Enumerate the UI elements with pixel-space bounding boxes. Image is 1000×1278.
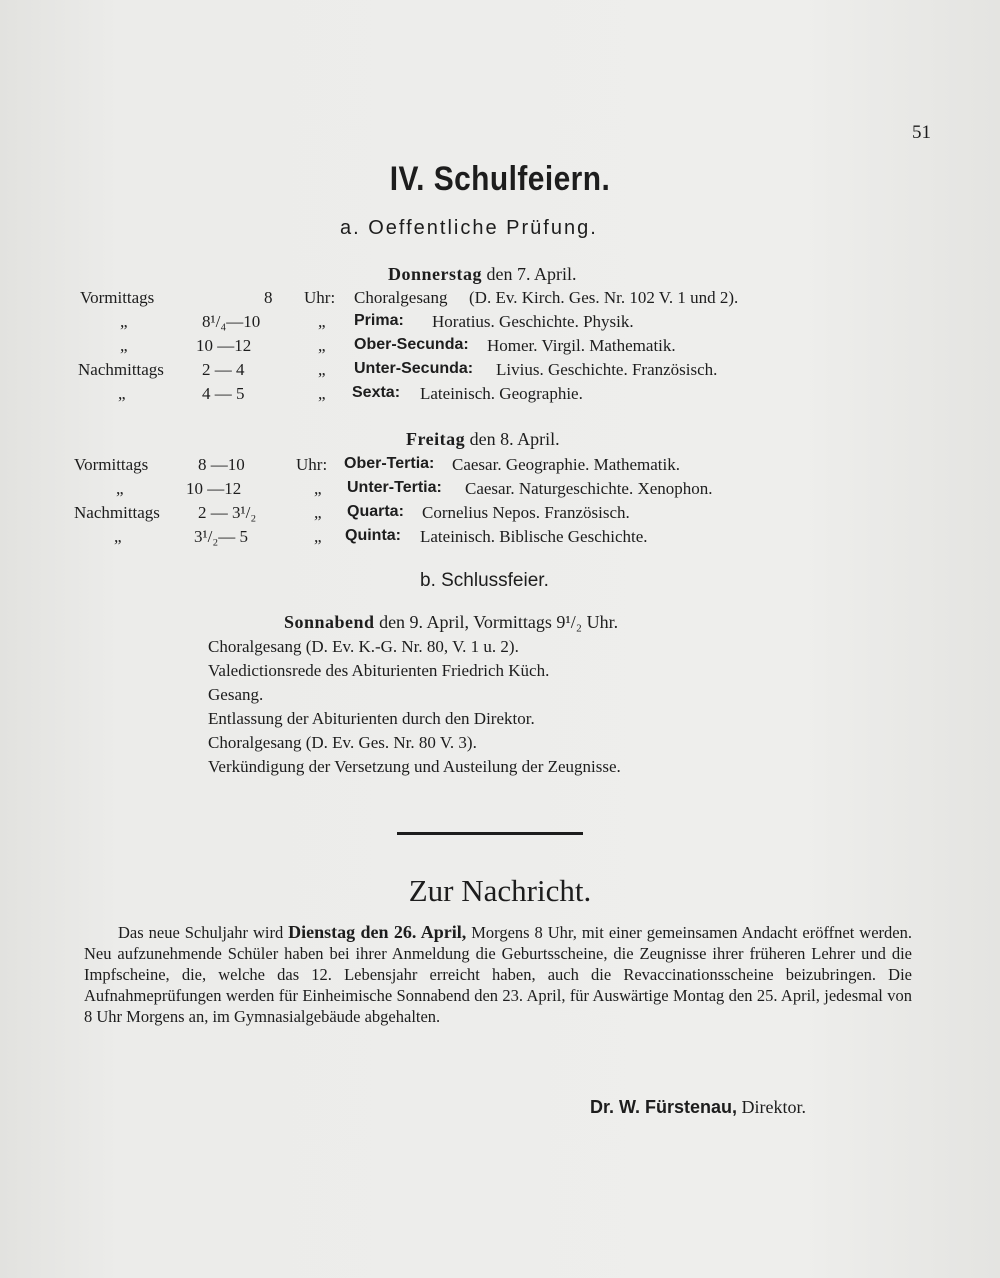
notice-heading: Zur Nachricht.	[408, 873, 592, 908]
schedule-row	[0, 527, 1000, 551]
part-of-day: „	[118, 384, 126, 403]
saturday-day: Sonnabend	[284, 612, 375, 632]
ditto-mark: „	[318, 312, 326, 331]
subject-details: (D. Ev. Kirch. Ges. Nr. 102 V. 1 und 2).	[469, 288, 739, 307]
subject: Sexta:	[352, 384, 401, 401]
thursday-heading	[388, 264, 577, 285]
friday-date: den 8. April.	[469, 429, 560, 449]
time-slot: 8¹/₄—10	[202, 312, 261, 331]
schedule-row	[0, 384, 1000, 408]
subject-details: Livius. Geschichte. Französisch.	[496, 360, 718, 379]
friday-heading	[406, 429, 560, 450]
time-slot: 2 — 3¹/₂	[198, 503, 257, 522]
time-slot: 4 — 5	[202, 384, 245, 403]
time-slot: 2 — 4	[202, 360, 245, 379]
part-of-day: „	[116, 479, 124, 498]
section-heading: IV. Schulfeiern.	[389, 160, 611, 198]
uhr-label: Uhr:	[296, 455, 328, 474]
signature-name: Dr. W. Fürstenau,	[590, 1097, 738, 1117]
subsection-a-heading: a. Oeffentliche Prüfung.	[340, 217, 598, 239]
time-slot: 3¹/₂— 5	[194, 527, 248, 546]
signature-title: Direktor.	[741, 1097, 807, 1117]
subject: Prima:	[354, 312, 404, 329]
ceremony-item: Choralgesang (D. Ev. K.-G. Nr. 80, V. 1 u. 2).	[208, 637, 519, 656]
friday-day: Freitag	[406, 429, 466, 449]
part-of-day: Nachmittags	[78, 360, 164, 379]
subject: Ober-Secunda:	[354, 336, 469, 353]
time-slot: 10 —12	[196, 336, 252, 355]
time-slot: 8	[264, 288, 273, 307]
schedule-row	[0, 479, 1000, 503]
signature	[590, 1097, 806, 1118]
subject-details: Lateinisch. Biblische Geschichte.	[420, 527, 648, 546]
part-of-day: Vormittags	[74, 455, 149, 474]
time-slot: 10 —12	[186, 479, 242, 498]
subject: Unter-Secunda:	[354, 360, 474, 377]
ditto-mark: „	[314, 479, 322, 498]
ceremony-item: Gesang.	[208, 685, 264, 704]
part-of-day: Vormittags	[80, 288, 155, 307]
schedule-row	[0, 503, 1000, 527]
schedule-row	[0, 455, 1000, 479]
divider-rule	[397, 832, 583, 835]
notice-date-emphasis: Dienstag den 26. April,	[288, 922, 467, 942]
notice-text-start: Das neue Schuljahr wird	[118, 923, 289, 942]
schedule-row	[0, 336, 1000, 360]
uhr-label: Uhr:	[304, 288, 336, 307]
ceremony-item: Valedictionsrede des Abiturienten Friedrich Küch.	[208, 661, 550, 680]
thursday-date: den 7. April.	[486, 264, 577, 284]
subject-details: Horatius. Geschichte. Physik.	[432, 312, 634, 331]
subject-details: Caesar. Geographie. Mathematik.	[452, 455, 681, 474]
schedule-row	[0, 288, 1000, 312]
schedule-row	[0, 312, 1000, 336]
ditto-mark: „	[318, 336, 326, 355]
thursday-day: Donnerstag	[388, 264, 482, 284]
ditto-mark: „	[318, 384, 326, 403]
notice-paragraph	[84, 922, 912, 1027]
subsection-b-heading: b. Schlussfeier.	[420, 570, 549, 591]
ditto-mark: „	[314, 527, 322, 546]
subject-details: Cornelius Nepos. Französisch.	[422, 503, 630, 522]
ditto-mark: „	[314, 503, 322, 522]
subject-details: Lateinisch. Geographie.	[420, 384, 583, 403]
ceremony-item: Verkündigung der Versetzung und Austeilung der Zeugnisse.	[208, 757, 621, 776]
subject: Unter-Tertia:	[347, 479, 442, 496]
subject: Quinta:	[345, 527, 401, 544]
ceremony-item: Choralgesang (D. Ev. Ges. Nr. 80 V. 3).	[208, 733, 477, 752]
schedule-row	[0, 360, 1000, 384]
part-of-day: Nachmittags	[74, 503, 160, 522]
part-of-day: „	[114, 527, 122, 546]
subject-details: Homer. Virgil. Mathematik.	[487, 336, 676, 355]
page-number: 51	[912, 122, 931, 143]
subject: Ober-Tertia:	[344, 455, 435, 472]
saturday-date: den 9. April, Vormittags 9¹/₂ Uhr.	[379, 612, 619, 632]
subject: Quarta:	[347, 503, 404, 520]
saturday-heading	[284, 612, 618, 633]
subject-details: Caesar. Naturgeschichte. Xenophon.	[465, 479, 713, 498]
subject: Choralgesang	[354, 288, 448, 307]
part-of-day: „	[120, 312, 128, 331]
part-of-day: „	[120, 336, 128, 355]
time-slot: 8 —10	[198, 455, 245, 474]
ceremony-item: Entlassung der Abiturienten durch den Direktor.	[208, 709, 535, 728]
notice-text-rest: Morgens 8 Uhr, mit einer gemeinsamen Andacht eröffnet werden. Neu aufzunehmende Schüler haben bei ihrer Anmeldung die Geburtsscheine, die Zeugnisse ihrer früheren Lehrer und die Impfscheine, die, welche das 12. Lebensjahr erreicht haben, auch die Revaccinationsscheine beizubringen. Die Aufnahmeprüfungen werden für Einheimische Sonnabend den 23. April, für Auswärtige Montag den 25. April, jedesmal von 8 Uhr Morgens an, im Gymnasialgebäude abgehalten.	[84, 923, 912, 1026]
ditto-mark: „	[318, 360, 326, 379]
